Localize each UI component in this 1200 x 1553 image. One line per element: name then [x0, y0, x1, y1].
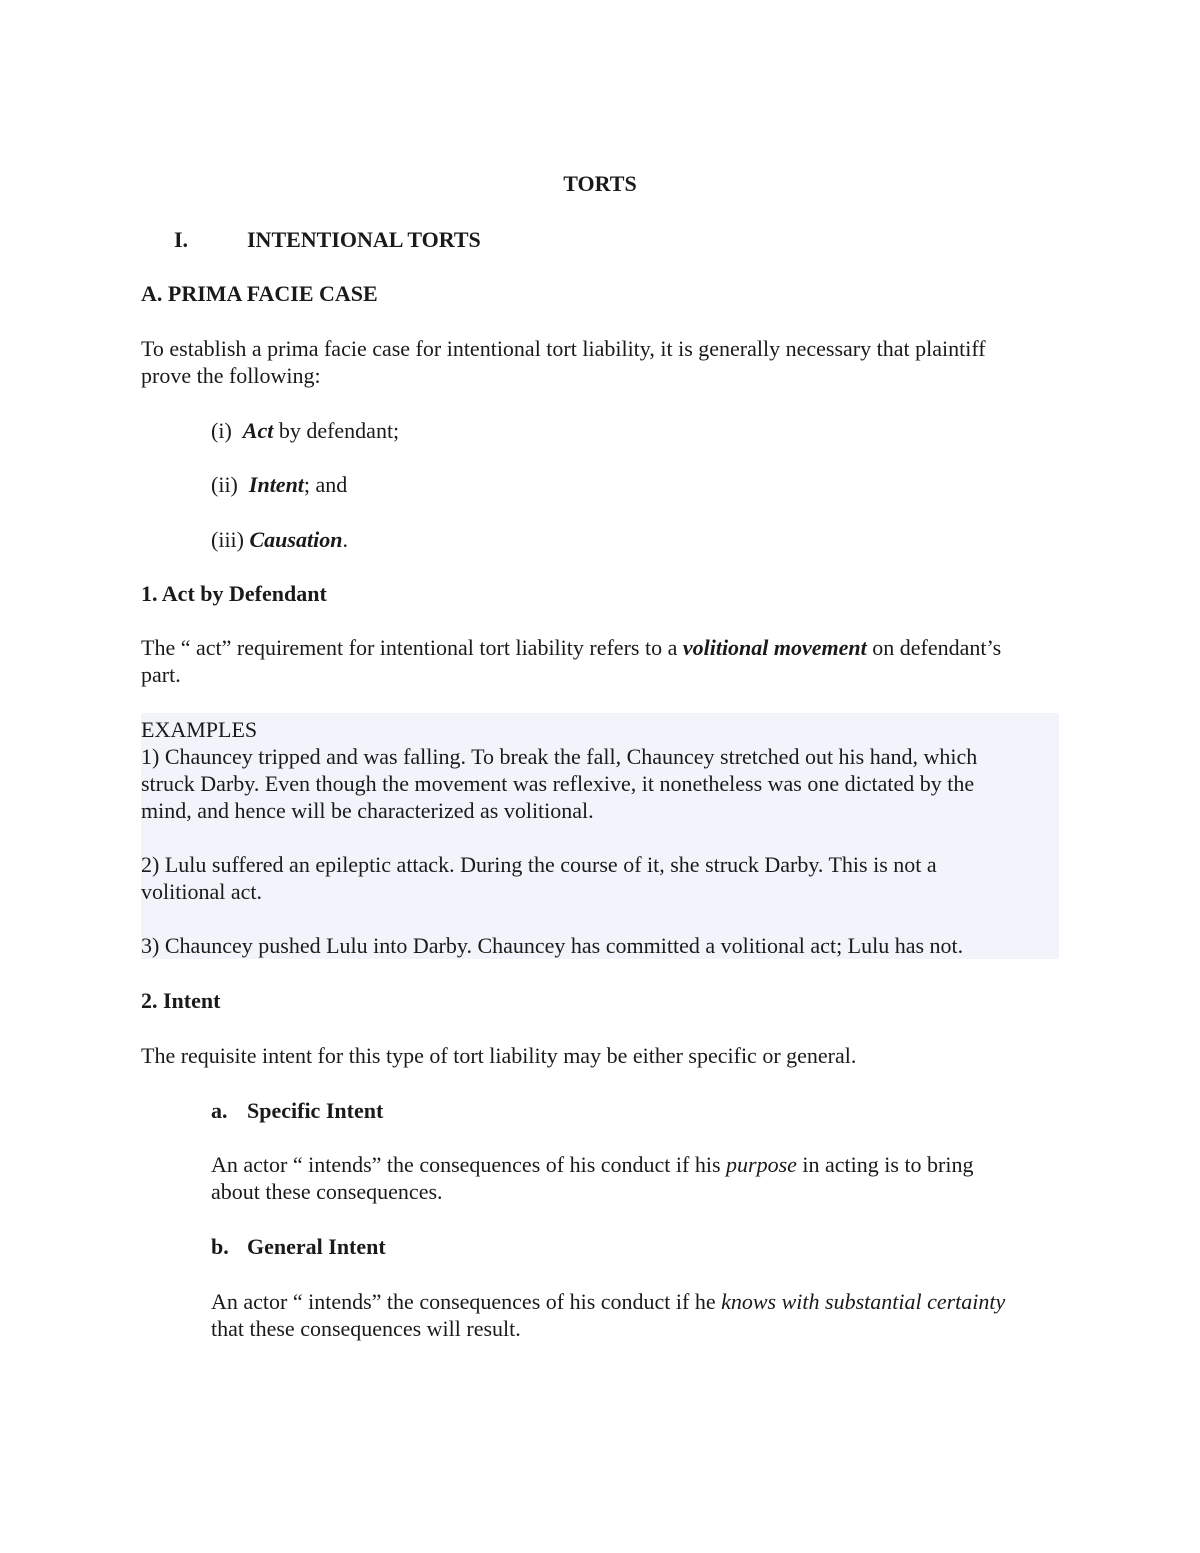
act-paragraph [141, 634, 1066, 688]
act-text: on defendant’s [866, 635, 1002, 660]
specific-line: about these consequences. [211, 1179, 443, 1204]
intent-intro: The requisite intent for this type of tort liability may be either specific or general. [141, 1043, 857, 1068]
list-item-causation [211, 526, 348, 553]
general-text: An actor “ intends” the consequences of his conduct if he [211, 1289, 722, 1314]
list-rest: by defendant; [273, 418, 400, 443]
list-term: Act [242, 418, 274, 443]
specific-term: purpose [726, 1152, 797, 1177]
act-line: part. [141, 662, 181, 687]
list-item-intent [211, 471, 347, 498]
sub-letter: a. [211, 1098, 228, 1123]
list-rest: . [342, 527, 348, 552]
list-marker: (i) [211, 418, 232, 443]
list-rest: ; and [303, 472, 348, 497]
examples-label: EXAMPLES [141, 717, 258, 742]
general-line [211, 1288, 1071, 1315]
list-marker: (ii) [211, 472, 238, 497]
example-line: 1) Chauncey tripped and was falling. To break the fall, Chauncey stretched out his hand, which [141, 744, 978, 769]
general-term: knows with substantial certainty [721, 1289, 1006, 1314]
specific-text: in acting is to bring [796, 1152, 974, 1177]
example-line: mind, and hence will be characterized as volitional. [141, 798, 594, 823]
specific-line [211, 1151, 1071, 1178]
heading-act-by-defendant: 1. Act by Defendant [141, 581, 327, 606]
general-line: that these consequences will result. [211, 1316, 521, 1341]
example-line: volitional act. [141, 879, 262, 904]
examples-block [141, 716, 1059, 959]
example-spacer [141, 905, 1059, 932]
specific-text: An actor “ intends” the consequences of his conduct if his [211, 1152, 727, 1177]
sub-letter: b. [211, 1234, 229, 1259]
subheading-general-intent [211, 1233, 386, 1260]
document-title: TORTS [563, 171, 637, 196]
intro-line: prove the following: [141, 363, 321, 388]
act-line [141, 634, 1066, 661]
act-text: The “ act” requirement for intentional tort liability refers to a [141, 635, 683, 660]
general-intent-paragraph [211, 1288, 1071, 1342]
list-term: Causation [249, 527, 343, 552]
heading-intent: 2. Intent [141, 988, 221, 1013]
example-line: 2) Lulu suffered an epileptic attack. During the course of it, she struck Darby. This is not a [141, 852, 937, 877]
section-number: I. [174, 227, 189, 252]
sub-title: General Intent [247, 1234, 386, 1259]
subheading-specific-intent [211, 1097, 383, 1124]
example-line: 3) Chauncey pushed Lulu into Darby. Chauncey has committed a volitional act; Lulu has not. [141, 933, 964, 958]
list-marker: (iii) [211, 527, 244, 552]
subsection-heading-prima-facie: A. PRIMA FACIE CASE [141, 281, 378, 306]
sub-title: Specific Intent [247, 1098, 384, 1123]
intro-line: To establish a prima facie case for intentional tort liability, it is generally necessary that plaintiff [141, 336, 986, 361]
specific-intent-paragraph [211, 1151, 1071, 1205]
list-item-act [211, 417, 399, 444]
example-spacer [141, 824, 1059, 851]
example-line: struck Darby. Even though the movement was reflexive, it nonetheless was one dictated by the [141, 771, 975, 796]
act-term: volitional movement [682, 635, 867, 660]
list-term: Intent [248, 472, 304, 497]
section-heading: INTENTIONAL TORTS [247, 227, 481, 252]
intro-paragraph [141, 335, 1066, 389]
